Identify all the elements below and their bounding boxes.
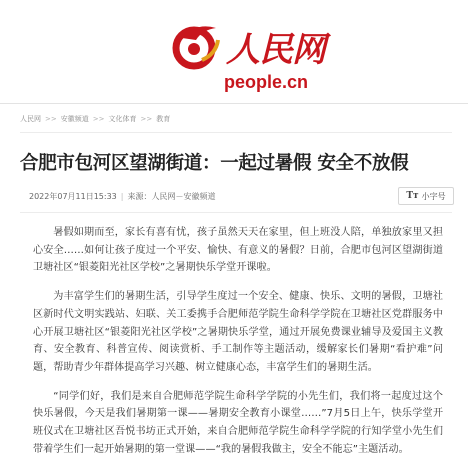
breadcrumb-separator: >> — [140, 115, 153, 123]
article-paragraph: 为丰富学生们的暑期生活，引导学生度过一个安全、健康、快乐、文明的暑假，卫塘社区新时代文明实践站、妇联、关工委携手合肥师范学院生命科学学院在卫塘社区党群服务中心开展卫塘社区“银菱阳光社区学校”之暑期快乐学堂，通过开展免费课业辅导及爱国主义教育、安全教育、科普宣传、阅读赏析、手工制作等主题活动，缓解家长们暑期“看护难”问题，帮助青少年群体提高学习兴趣、树立健康心态，丰富学生们的暑期生活。 — [33, 291, 443, 373]
article-title: 合肥市包河区望湖街道：一起过暑假 安全不放假 — [20, 153, 409, 174]
breadcrumb-item-home[interactable]: 人民网 — [20, 115, 41, 123]
article-source[interactable]: 来源：人民网－安徽频道 — [127, 192, 216, 201]
breadcrumb-item-culture-sports[interactable]: 文化体育 — [108, 115, 137, 123]
article-paragraph: 暑假如期而至，家长有喜有忧，孩子虽然天天在家里，但上班没人陪，单独放家里又担心安全……如何让孩子度过一个平安、愉快、有意义的暑假？日前，合肥市包河区望湖街道卫塘社区“银菱阳光社区学校”之暑期快乐学堂开课啦。 — [33, 227, 443, 274]
people-logo-icon — [172, 20, 224, 70]
article-datetime: 2022年07月11日15:33 — [29, 192, 117, 201]
font-size-icon: Tт — [406, 191, 419, 201]
font-size-label: 小字号 — [421, 191, 446, 201]
article-body — [33, 224, 443, 469]
meta-divider — [20, 212, 452, 213]
site-logo[interactable] — [170, 14, 350, 100]
breadcrumb-separator: >> — [45, 115, 57, 123]
breadcrumb-item-anhui[interactable]: 安徽频道 — [60, 115, 89, 123]
breadcrumb-separator: >> — [92, 115, 105, 123]
font-size-button[interactable] — [398, 187, 454, 205]
article-meta: 2022年07月11日15:33 | 来源：人民网－安徽频道 — [29, 192, 216, 201]
breadcrumb-divider — [20, 132, 452, 133]
logo-english-text: people.cn — [224, 72, 309, 92]
header-divider — [0, 103, 468, 104]
breadcrumb — [20, 114, 170, 124]
logo-chinese-text: 人民网 — [226, 30, 325, 70]
article-paragraph: “同学们好，我们是来自合肥师范学院生命科学学院的小先生们，我们将一起度过这个快乐暑假，今天是我们暑期第一课——暑期安全教育小课堂……”7月5日上午，快乐学堂开班仪式在卫塘社区吾悦书坊正式开始，来自合肥师范学院生命科学学院的行知学堂小先生们带着学生们一起开始暑期的第一堂课——“我的暑假我做主，安全不能忘”主题活动。 — [33, 390, 443, 455]
breadcrumb-item-education[interactable]: 教育 — [156, 115, 171, 123]
site-header — [0, 0, 468, 104]
